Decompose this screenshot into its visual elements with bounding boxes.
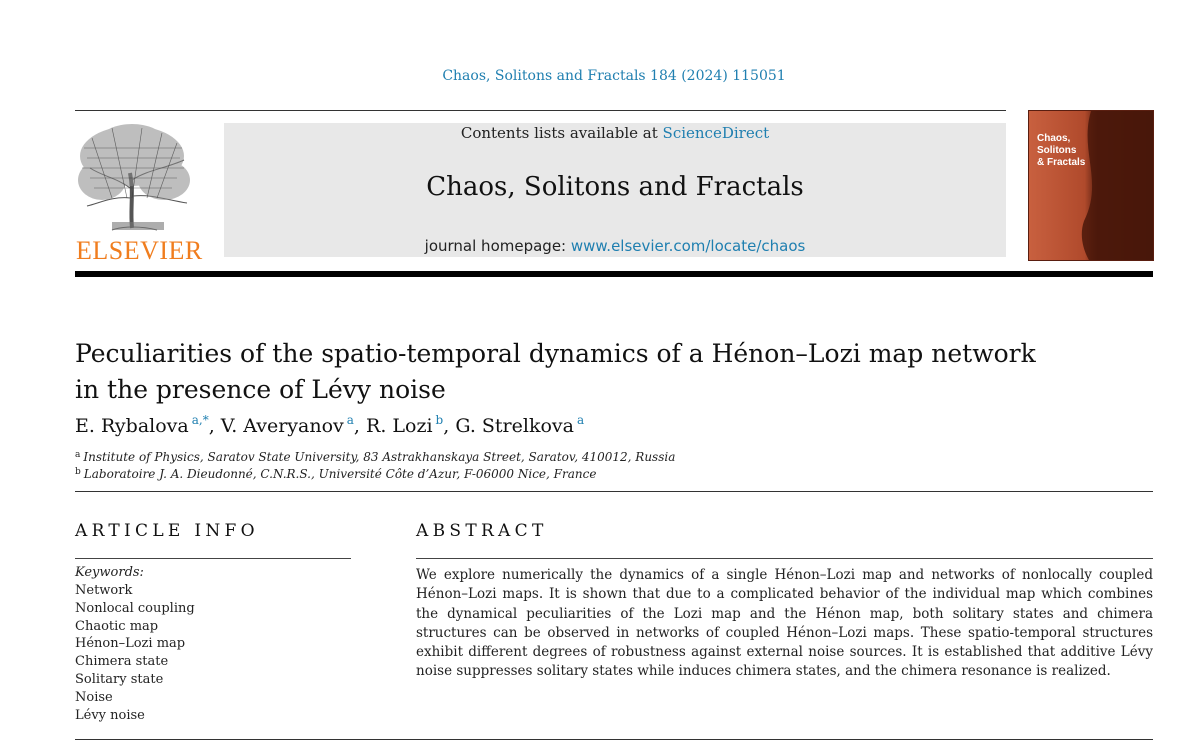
affiliation-text: Laboratoire J. A. Dieudonné, C.N.R.S., Université Côte d’Azur, F-06000 Nice, France	[83, 467, 597, 481]
author-separator: ,	[208, 415, 221, 437]
journal-citation[interactable]: Chaos, Solitons and Fractals 184 (2024) 115051	[442, 68, 786, 84]
author-affiliation-mark[interactable]: a	[576, 413, 585, 427]
author-name[interactable]: R. Lozi	[366, 415, 433, 437]
cover-title-3: & Fractals	[1037, 157, 1086, 168]
section-divider	[75, 491, 1153, 492]
journal-cover-thumbnail[interactable]	[1028, 110, 1154, 261]
keyword-list	[75, 582, 195, 724]
keywords-label: Keywords:	[75, 565, 144, 580]
journal-name: Chaos, Solitons and Fractals	[426, 172, 804, 202]
affiliation-a	[75, 450, 675, 464]
affiliation-text: Institute of Physics, Saratov State University, 83 Astrakhanskaya Street, Saratov, 410012, Russia	[83, 450, 676, 464]
article-title-line-1: Peculiarities of the spatio-temporal dynamics of a Hénon–Lozi map network	[75, 339, 1036, 368]
author-name[interactable]: G. Strelkova	[455, 415, 574, 437]
cover-title-1: Chaos,	[1037, 133, 1071, 144]
affiliation-mark: a	[75, 450, 81, 460]
affiliation-b	[75, 467, 596, 481]
author-list	[75, 413, 584, 437]
abstract-body: We explore numerically the dynamics of a single Hénon–Lozi map and networks of nonlocally coupled Hénon–Lozi maps. It is shown that due to a complicated behavior of the individual map which combines the dynamical peculiarities of the Lozi map and the Hénon map, both solitary states and chimera structures can be observed in networks of coupled Hénon–Lozi maps. These spatio-temporal structures exhibit different degrees of robustness against external noise sources. It is established that additive Lévy noise suppresses solitary states while induces chimera states, and the chimera resonance is realized.	[416, 567, 1153, 680]
keyword-item: Solitary state	[75, 671, 164, 687]
author-affiliation-mark[interactable]: b	[435, 413, 444, 427]
keyword-item: Lévy noise	[75, 707, 145, 723]
homepage-link[interactable]: www.elsevier.com/locate/chaos	[570, 237, 806, 255]
keyword-item: Chimera state	[75, 654, 169, 670]
article-title	[75, 336, 1075, 408]
article-info-rule	[75, 558, 351, 559]
cover-title-2: Solitons	[1037, 145, 1077, 156]
header-thick-rule	[75, 271, 1153, 277]
author-name[interactable]: V. Averyanov	[220, 415, 344, 437]
contents-prefix: Contents lists available at	[460, 124, 663, 142]
affiliation-mark: b	[75, 467, 81, 477]
contents-availability	[224, 124, 1006, 142]
keyword-item: Hénon–Lozi map	[75, 636, 186, 652]
author-affiliation-mark[interactable]: a,*	[191, 413, 209, 427]
bottom-rule	[75, 739, 1153, 740]
author-name[interactable]: E. Rybalova	[75, 415, 189, 437]
article-title-line-2: in the presence of Lévy noise	[75, 375, 446, 404]
keyword-item: Network	[75, 583, 133, 598]
abstract-rule	[416, 558, 1153, 559]
sciencedirect-link[interactable]: ScienceDirect	[662, 124, 770, 142]
homepage-prefix: journal homepage:	[424, 237, 571, 255]
abstract-heading: ABSTRACT	[416, 521, 548, 541]
author-affiliation-mark[interactable]: a	[346, 413, 354, 427]
journal-homepage	[224, 237, 1006, 255]
header-top-rule	[75, 110, 1006, 111]
article-info-heading: ARTICLE INFO	[75, 521, 259, 541]
publisher-wordmark: ELSEVIER	[76, 236, 203, 265]
keyword-item: Noise	[75, 689, 113, 705]
author-separator: ,	[443, 415, 456, 437]
keyword-item: Chaotic map	[75, 618, 159, 634]
keyword-item: Nonlocal coupling	[75, 600, 195, 616]
author-separator: ,	[353, 415, 367, 437]
